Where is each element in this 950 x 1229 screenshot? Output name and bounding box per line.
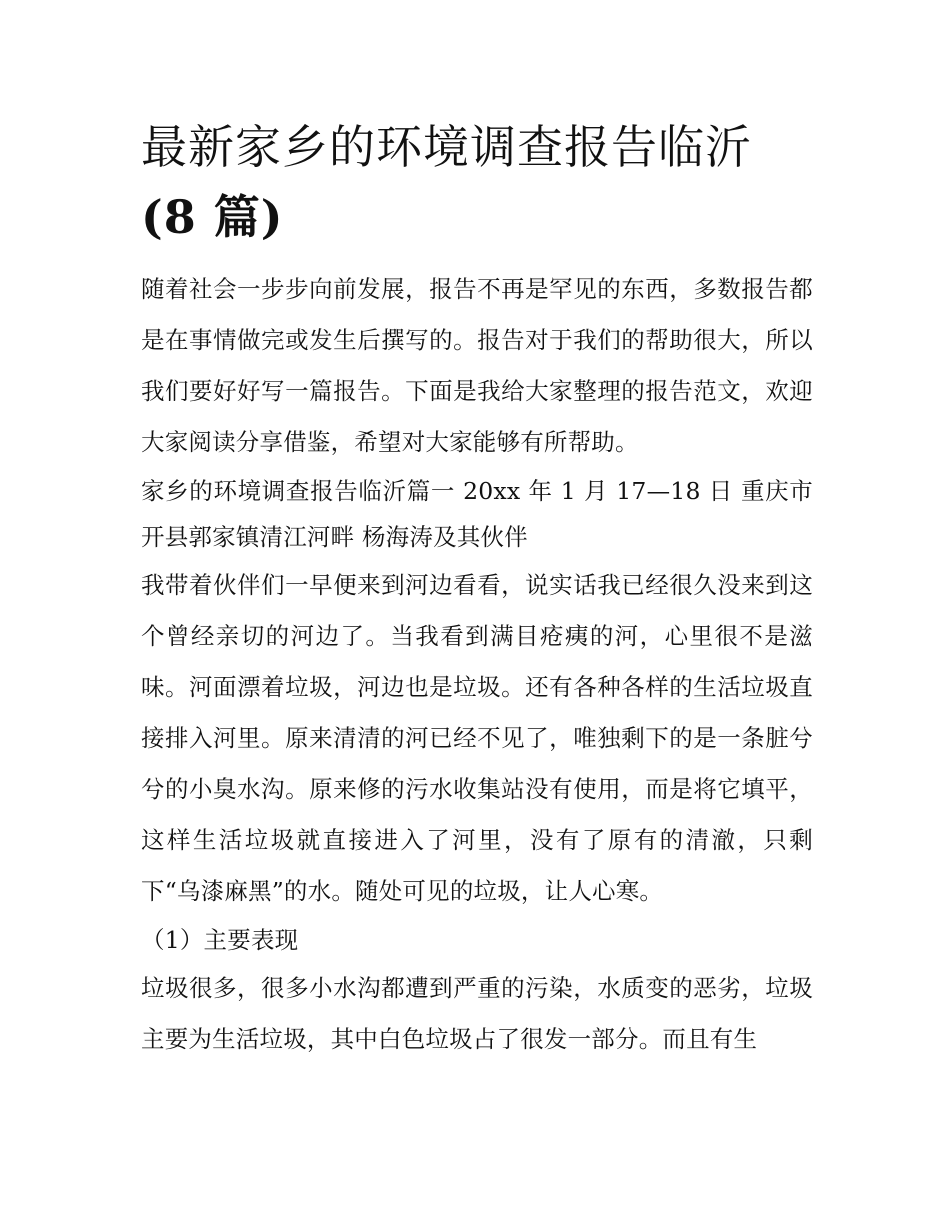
section-heading: （1）主要表现 <box>141 926 299 954</box>
document-content <box>141 112 813 1065</box>
title-main: 最新家乡的环境调查报告临沂 <box>141 120 752 174</box>
report-info-paragraph: 家乡的环境调查报告临沂篇一 20xx 年 1 月 17—18 日 重庆市开县郭家镇清江河畔 杨海涛及其伙伴 <box>141 477 813 551</box>
body-paragraph: 我带着伙伴们一早便来到河边看看，说实话我已经很久没来到这个曾经亲切的河边了。当我看到满目疮痍的河，心里很不是滋味。河面漂着垃圾，河边也是垃圾。还有各种各样的生活垃圾直接排入河里。原来清清的河已经不见了，唯独剩下的是一条脏兮兮的小臭水沟。原来修的污水收集站没有使用，而是将它填平，这样生活垃圾就直接进入了河里，没有了原有的清澈，只剩下“乌漆麻黑”的水。随处可见的垃圾，让人心寒。 <box>141 571 813 905</box>
body-paragraph-continued: 垃圾很多，很多小水沟都遭到严重的污染，水质变的恶劣，垃圾主要为生活垃圾，其中白色垃圾占了很发一部分。而且有生 <box>141 974 813 1053</box>
document-title <box>141 112 813 252</box>
intro-paragraph: 随着社会一步步向前发展，报告不再是罕见的东西，多数报告都是在事情做完或发生后撰写的。报告对于我们的帮助很大，所以我们要好好写一篇报告。下面是我给大家整理的报告范文，欢迎大家阅读分享借鉴，希望对大家能够有所帮助。 <box>141 275 813 456</box>
title-count: (8 篇) <box>141 190 284 244</box>
